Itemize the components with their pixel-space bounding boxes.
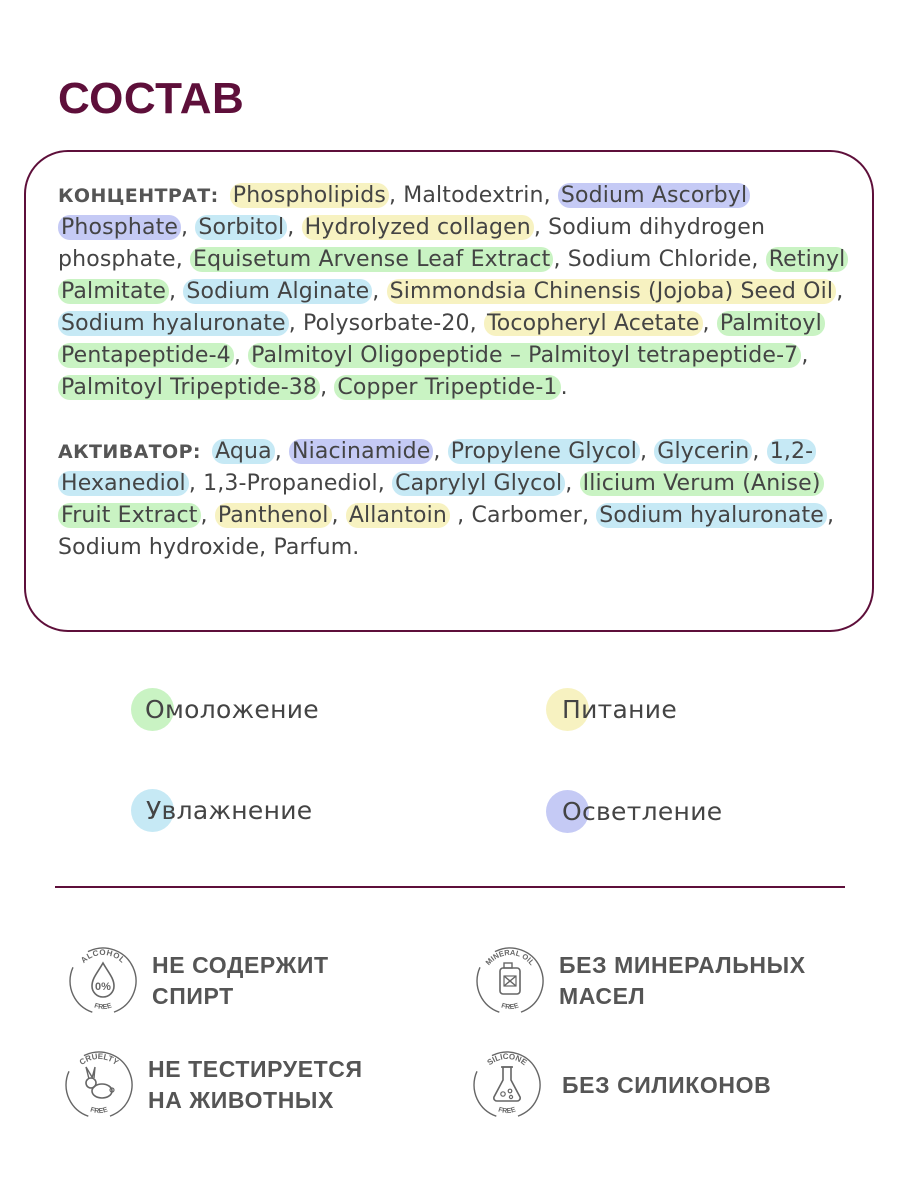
svg-text:ALCOHOL: ALCOHOL [79,947,127,965]
svg-text:FREE: FREE [93,1002,113,1012]
ingredient-text: , [331,503,346,528]
feature-line: МАСЕЛ [559,983,646,1009]
ingredient-highlighted: 1,2-Hexanediol [58,439,816,496]
ingredient-text: Maltodextrin, [403,183,558,208]
legend-brightening [546,790,722,833]
feature-text [559,950,806,1012]
ingredient-text: , Sodium hydroxide, Parfum. [58,503,835,560]
ingredient-highlighted: Hydrolyzed collagen [302,215,534,240]
ingredient-highlighted: Tocopheryl Acetate [484,311,703,336]
ingredient-highlighted: Panthenol [215,503,332,528]
ingredient-highlighted: Aqua [212,439,275,464]
ingredient-highlighted: Propylene Glycol [448,439,640,464]
feature-cruelty-free [64,1050,363,1120]
svg-text:FREE: FREE [89,1106,109,1116]
ingredient-highlighted: Phospholipids [230,183,389,208]
ingredient-text: , [200,503,215,528]
ingredient-text: , [702,311,717,336]
ingredient-highlighted: Simmondsia Chinensis (Jojoba) Seed Oil [387,279,837,304]
feature-silicone-free [472,1050,771,1120]
ingredient-highlighted: Ilicium Verum (Anise) Fruit Extract [58,471,824,528]
ingredient-text: , [433,439,448,464]
feature-mineral-oil-free [475,946,806,1016]
ingredient-text: , [639,439,655,464]
feature-text [148,1054,363,1116]
feature-line: НЕ СОДЕРЖИТ [152,952,329,978]
feature-text [152,950,329,1012]
svg-text:SILICONE: SILICONE [485,1051,529,1068]
ingredient-highlighted: Caprylyl Glycol [392,471,565,496]
ingredient-text: , [181,215,196,240]
ingredient-highlighted: Sodium Alginate [183,279,372,304]
ingredient-text: , Sodium dihydrogen phosphate, [58,215,766,272]
ingredient-highlighted: Sodium hyaluronate [596,503,827,528]
alcohol-free-icon [68,946,138,1016]
ingredient-text: . [560,375,568,400]
svg-text:FREE: FREE [500,1002,520,1012]
feature-text [562,1070,771,1101]
ingredient-text: , [388,183,404,208]
silicone-free-icon [472,1050,542,1120]
ingredient-highlighted: Copper Tripeptide-1 [334,375,560,400]
feature-alcohol-free [68,946,329,1016]
feature-line: НЕ ТЕСТИРУЕТСЯ [148,1056,363,1082]
ingredient-text: , Carbomer, [450,503,597,528]
ingredient-highlighted: Retinyl Palmitate [58,247,848,304]
ingredient-highlighted: Palmitoyl Pentapeptide-4 [58,311,825,368]
legend-rejuvenation [131,688,319,731]
feature-line: СПИРТ [152,983,234,1009]
svg-text:FREE: FREE [497,1106,517,1116]
legend-label: Осветление [562,797,723,826]
ingredient-text: , [752,439,767,464]
ingredient-text: , [320,375,335,400]
ingredient-text: , [169,279,184,304]
legend-nutrition [546,688,677,731]
composition-box [24,150,874,632]
ingredient-text: , [233,343,249,368]
ingredient-highlighted: Niacinamide [289,439,433,464]
activator-paragraph [58,436,856,564]
ingredient-text: , [372,279,387,304]
ingredient-highlighted: Equisetum Arvense Leaf Extract [190,247,553,272]
legend-label: Увлажнение [146,796,313,825]
ingredient-text: , [836,279,844,304]
ingredient-text: , 1,3-Propanediol, [188,471,393,496]
ingredient-highlighted: Glycerin [654,439,752,464]
concentrate-label: КОНЦЕНТРАТ: [58,185,219,207]
divider [55,886,845,888]
ingredient-text: , [274,439,290,464]
feature-line: НА ЖИВОТНЫХ [148,1087,334,1113]
cruelty-free-icon [64,1050,134,1120]
feature-line: БЕЗ СИЛИКОНОВ [562,1071,772,1098]
feature-line: БЕЗ МИНЕРАЛЬНЫХ [559,952,806,978]
ingredient-highlighted: Sorbitol [195,215,287,240]
activator-label: АКТИВАТОР: [58,441,201,463]
ingredient-highlighted: Palmitoyl Oligopeptide – Palmitoyl tetrapeptide-7 [248,343,801,368]
ingredient-text: , [287,215,302,240]
concentrate-paragraph [58,180,856,404]
svg-text:CRUELTY: CRUELTY [77,1051,121,1067]
svg-text:0%: 0% [95,981,111,993]
ingredient-text: , Sodium Chloride, [553,247,766,272]
legend-moisturizing [131,789,313,832]
mineral-oil-free-icon [475,946,545,1016]
ingredient-text: , [801,343,809,368]
legend-label: Питание [562,695,678,724]
ingredient-highlighted: Sodium hyaluronate [58,311,289,336]
svg-text:MINERAL OIL: MINERAL OIL [483,947,537,967]
ingredient-highlighted: Allantoin [346,503,450,528]
page-title: СОСТАВ [58,74,245,123]
legend-label: Омоложение [145,695,319,724]
ingredient-text: , [565,471,580,496]
ingredient-highlighted: Palmitoyl Tripeptide-38 [58,375,320,400]
ingredient-text: , Polysorbate-20, [288,311,484,336]
ingredient-highlighted: Sodium Ascorbyl Phosphate [58,183,750,240]
